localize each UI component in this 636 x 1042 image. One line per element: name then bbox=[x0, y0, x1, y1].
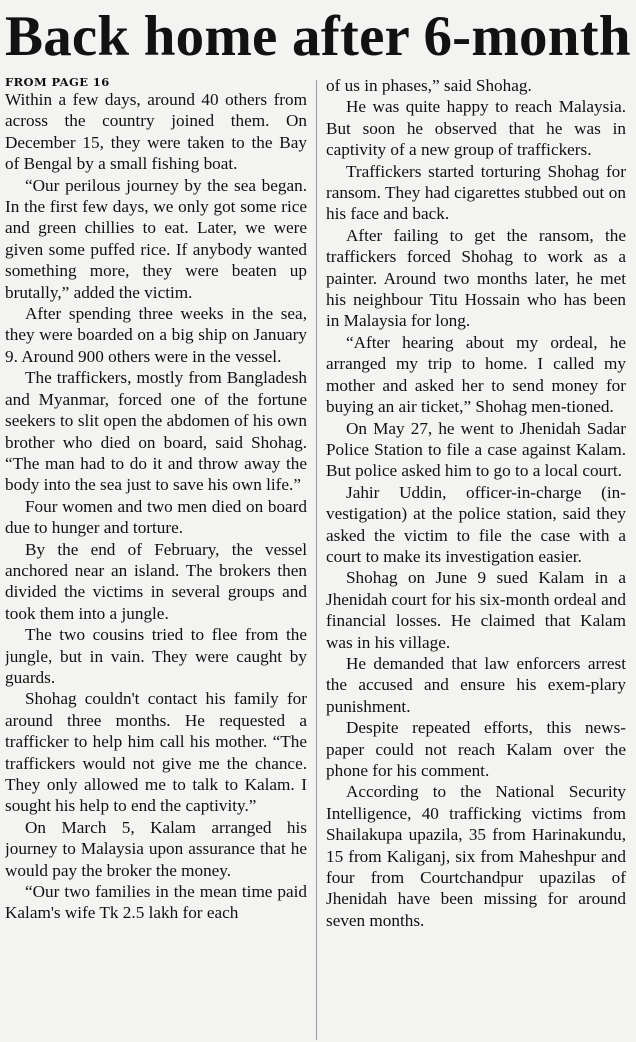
article-paragraph: Jahir Uddin, officer-in-charge (in-vestigation) at the police station, said they asked the victim to file the case with a court to make its investigation easier. bbox=[326, 482, 626, 566]
article-paragraph: Shohag on June 9 sued Kalam in a Jhenidah court for his six-month ordeal and financial losses. He claimed that Kalam was in his village. bbox=[326, 568, 626, 652]
article-paragraph: “After hearing about my ordeal, he arranged my trip to home. I called my mother and asked her to send money for buying an air ticket,” Shohag men-tioned. bbox=[326, 332, 626, 417]
headline: Back home after 6-month bbox=[5, 5, 631, 68]
article-paragraph: of us in phases,” said Shohag. bbox=[326, 76, 532, 95]
article-paragraph: Traffickers started torturing Shohag for ransom. They had cigarettes stubbed out on his face and back. bbox=[326, 161, 626, 224]
article-paragraph: He was quite happy to reach Malaysia. But soon he observed that he was in captivity of a new group of traffickers. bbox=[326, 97, 626, 160]
article-paragraph: Within a few days, around 40 others from across the country joined them. On December 15, they were taken to the Bay of Bengal by a small fishing boat. bbox=[5, 90, 307, 174]
article-column-left bbox=[5, 75, 307, 1040]
article-paragraph: According to the National Security Intelligence, 40 trafficking victims from Shailakupa upazila, 35 from Harinakundu, 15 from Kaliganj, six from Maheshpur and four from Courtchandpur upazilas of Jhenidah have been missing for around seven months. bbox=[326, 782, 626, 930]
article-paragraph: The two cousins tried to flee from the jungle, but in vain. They were caught by guards. bbox=[5, 625, 307, 687]
article-paragraph: On May 27, he went to Jhenidah Sadar Police Station to file a case against Kalam. But police asked him to go to a local court. bbox=[326, 418, 626, 481]
article-paragraph: “Our two families in the mean time paid Kalam's wife Tk 2.5 lakh for each bbox=[5, 882, 307, 923]
article-paragraph: Shohag couldn't contact his family for around three months. He requested a trafficker to help him call his mother. “The traffickers would not give me the chance. They only allowed me to talk to Kalam. I sought his help to end the captivity.” bbox=[5, 689, 307, 816]
article-paragraph: “Our perilous journey by the sea began. In the first few days, we only got some rice and green chillies to eat. Later, we were given some puffed rice. If anybody wanted something more, they were beaten up brutally,” added the victim. bbox=[5, 175, 307, 302]
article-paragraph: Four women and two men died on board due to hunger and torture. bbox=[5, 496, 307, 538]
article-paragraph: He demanded that law enforcers arrest the accused and ensure his exem-plary punishment. bbox=[326, 653, 626, 716]
column-divider bbox=[316, 80, 317, 1040]
article-paragraph: On March 5, Kalam arranged his journey to Malaysia upon assurance that he would pay the broker the money. bbox=[5, 817, 307, 880]
article-paragraph: After failing to get the ransom, the traffickers forced Shohag to work as a painter. Around two months later, he met his neighbour Titu Hossain who has been in Malaysia for long. bbox=[326, 225, 626, 331]
article-paragraph: Despite repeated efforts, this news-paper could not reach Kalam over the phone for his comment. bbox=[326, 718, 626, 780]
article-paragraph: After spending three weeks in the sea, they were boarded on a big ship on January 9. Around 900 others were in the vessel. bbox=[5, 304, 307, 366]
article-paragraph: The traffickers, mostly from Bangladesh and Myanmar, forced one of the fortune seekers to slit open the abdomen of his own brother who died on board, said Shohag. “The man had to do it and throw away the body into the sea just to save his own life.” bbox=[5, 368, 307, 495]
article-column-right bbox=[326, 75, 626, 1040]
jump-label: FROM PAGE 16 bbox=[5, 75, 110, 89]
article-paragraph: By the end of February, the vessel anchored near an island. The brokers then divided the victims in several groups and took them into a jungle. bbox=[5, 539, 307, 623]
